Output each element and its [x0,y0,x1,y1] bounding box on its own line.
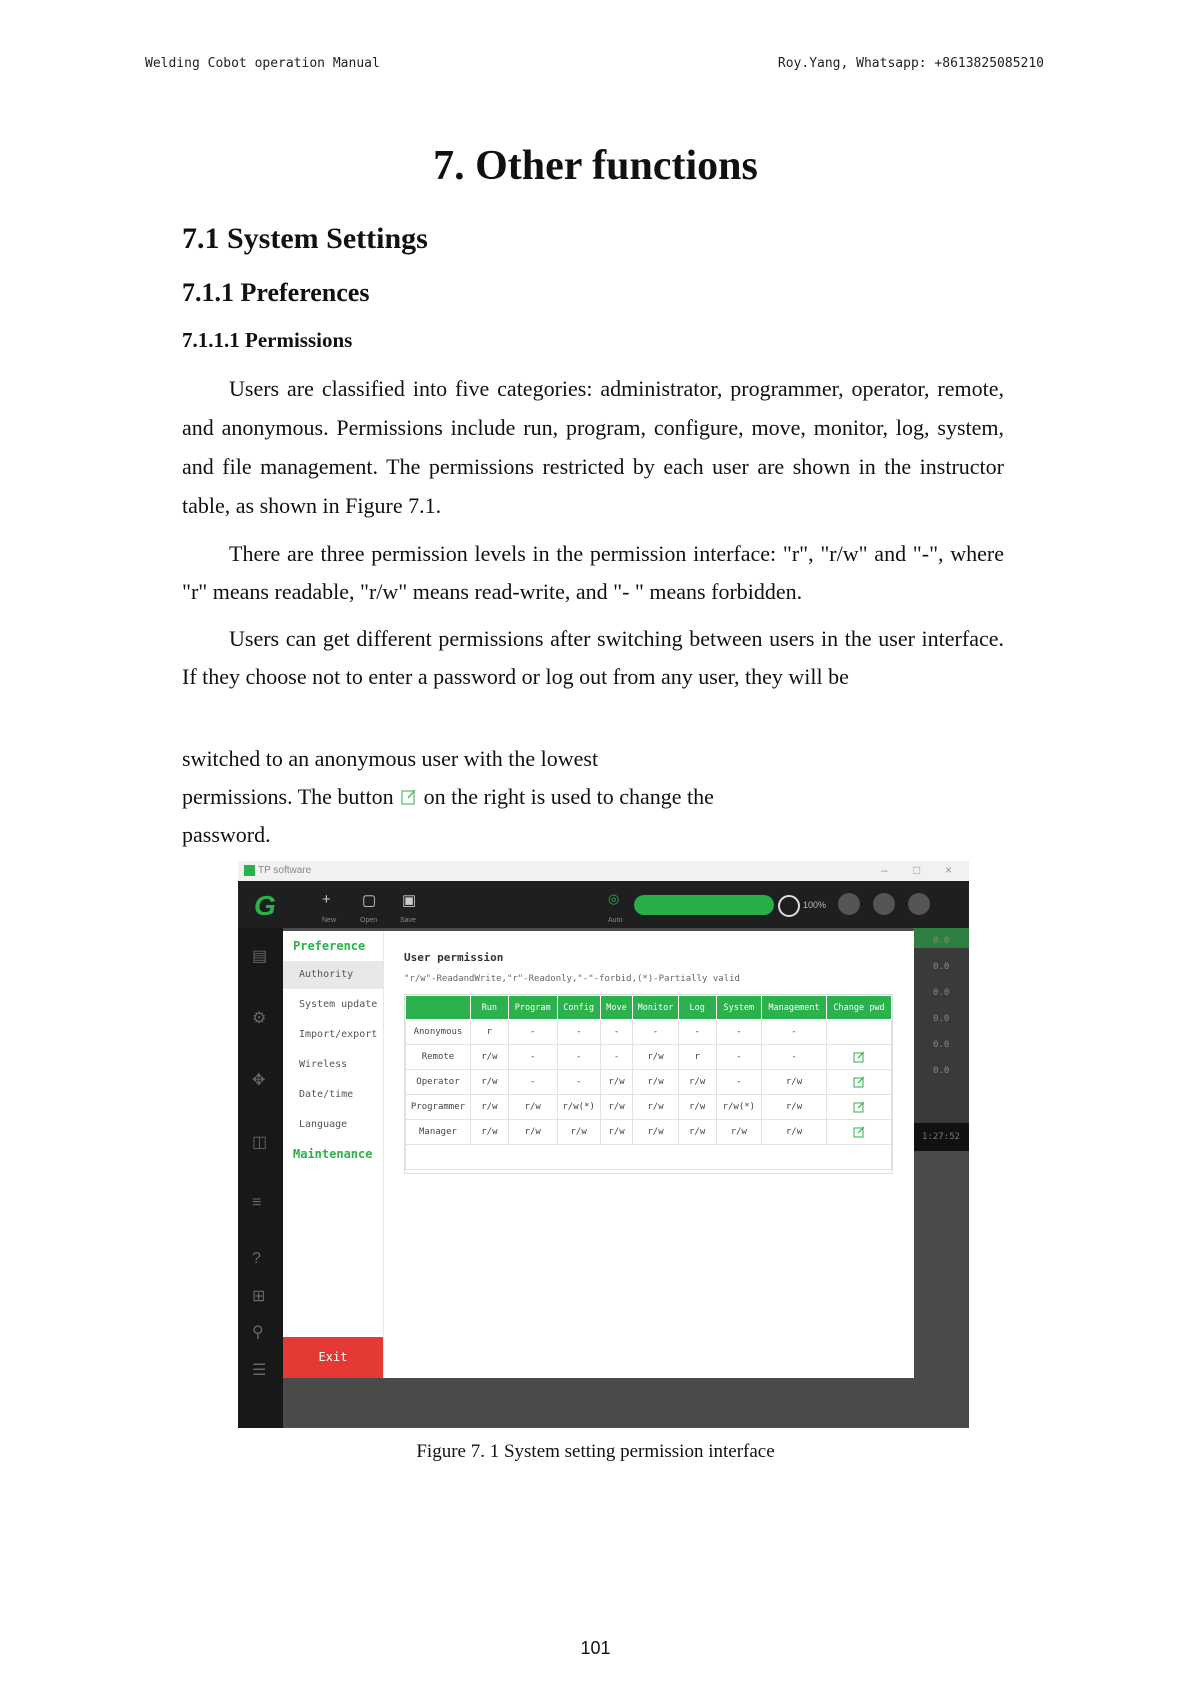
app-logo-icon [244,865,255,876]
table-row [406,1045,892,1070]
permission-cell: r/w [600,1095,632,1120]
speed-slider-knob[interactable] [778,895,800,917]
user-name-cell: Anonymous [406,1020,471,1045]
grid-icon[interactable]: ⊞ [252,1288,266,1305]
paragraph-line: password. [182,822,271,847]
permission-cell: r/w [470,1120,508,1145]
table-row [406,1120,892,1145]
user-name-cell: Manager [406,1120,471,1145]
permission-cell: - [508,1045,557,1070]
permission-cell: - [762,1045,827,1070]
table-empty-row [406,1145,892,1170]
user-name-cell: Programmer [406,1095,471,1120]
paragraph-line [182,778,802,816]
table-header-cell: Program [508,996,557,1020]
table-row [406,1095,892,1120]
user-icon[interactable]: ⚲ [252,1324,264,1341]
new-button-label: New [322,917,337,924]
table-header-cell [406,996,471,1020]
section-heading: 7.1 System Settings [182,222,428,255]
nav-heading-preference[interactable]: Preference [293,939,366,953]
permission-cell: - [557,1020,600,1045]
table-row [406,1070,892,1095]
table-header-cell: Config [557,996,600,1020]
permission-cell: r/w [470,1095,508,1120]
paragraph-text: on the right is used to change the [423,784,714,809]
close-icon[interactable]: × [945,863,953,877]
permission-table [405,995,892,1170]
new-icon[interactable]: + [322,891,331,908]
figure-screenshot [238,861,969,1428]
nav-item-import-export[interactable]: Import/export [299,1029,378,1040]
monitor-icon[interactable]: ◫ [252,1134,268,1151]
table-header-cell: Management [762,996,827,1020]
joint-value: 0.0 [933,936,950,946]
permission-cell: r/w [557,1120,600,1145]
permission-cell: r/w [716,1120,761,1145]
permission-cell: - [716,1045,761,1070]
permission-cell: - [678,1020,716,1045]
table-header-cell: Move [600,996,632,1020]
permission-cell: r/w [633,1070,678,1095]
joint-value: 0.0 [933,1014,950,1024]
permission-cell: r/w [762,1120,827,1145]
auto-mode-icon[interactable]: ◎ [608,891,620,906]
window-title: TP software [258,865,312,876]
permission-cell: r/w [600,1120,632,1145]
permission-legend: "r/w"-ReadandWrite,"r"-Readonly,"-"-forbid,(*)-Partially valid [404,974,740,984]
permission-cell: - [508,1020,557,1045]
mode-label: Auto [608,917,623,924]
table-header-cell: Log [678,996,716,1020]
table-header-cell: Run [470,996,508,1020]
permission-cell: - [762,1020,827,1045]
log-icon[interactable]: ≡ [252,1194,262,1211]
program-icon[interactable]: ▤ [252,948,268,965]
save-button-label: Save [400,917,416,924]
paragraph-change-password [182,740,802,854]
clock-readout: 1:27:52 [913,1123,969,1151]
permission-cell: - [557,1070,600,1095]
permission-cell: r/w(*) [716,1095,761,1120]
subsection-heading: 7.1.1 Preferences [182,278,370,307]
user-name-cell: Remote [406,1045,471,1070]
settings-dialog [283,931,914,1378]
joint-value: 0.0 [933,1040,950,1050]
change-password-cell [826,1020,891,1045]
pause-button[interactable] [873,893,895,915]
permission-cell: r [678,1045,716,1070]
permission-cell: r/w [470,1045,508,1070]
help-icon[interactable]: ? [252,1250,261,1267]
permission-cell: r/w [470,1070,508,1095]
exit-button[interactable]: Exit [283,1337,383,1378]
change-password-cell[interactable] [826,1120,891,1145]
edit-icon[interactable] [853,1076,865,1088]
nav-item-system-update[interactable]: System update [299,999,378,1010]
minimize-icon[interactable]: – [881,863,888,877]
main-sidebar [238,928,283,1428]
edit-icon [401,788,416,805]
permission-cell: r [470,1020,508,1045]
window-titlebar [238,861,969,881]
user-name-cell: Operator [406,1070,471,1095]
speed-percent: 100% [803,900,827,910]
joint-value: 0.0 [933,988,950,998]
speed-progress-bar[interactable] [634,895,774,915]
nav-heading-maintenance[interactable]: Maintenance [293,1147,373,1161]
permission-cell: r/w [678,1070,716,1095]
joint-values-panel [913,928,969,1142]
permission-cell: r/w [762,1070,827,1095]
permission-cell: r/w [508,1095,557,1120]
menu-icon[interactable]: ☰ [252,1362,267,1379]
edit-icon[interactable] [853,1101,865,1113]
permission-cell: - [716,1020,761,1045]
page-number: 101 [580,1638,611,1658]
permission-cell: - [600,1045,632,1070]
paragraph-user-categories: Users are classified into five categories: administrator, programmer, operator, remote, and anonymous. Permissions include run, program, configure, move, monitor, log, system, and file management. The permissions restricted by each user are shown in the instructor table, as shown in Figure 7.1. [182,376,1004,518]
permission-cell: - [557,1045,600,1070]
paragraph-switch-users: Users can get different permissions after switching between users in the user interface. If they choose not to enter a password or log out from any user, they will be [182,626,1004,689]
nav-item-language[interactable]: Language [299,1119,348,1130]
permission-cell: r/w [633,1120,678,1145]
permission-cell: r/w [633,1095,678,1120]
move-icon[interactable]: ✥ [252,1072,266,1089]
permission-table-container [404,994,893,1174]
paragraph-text: permissions. The button [182,784,394,809]
nav-item-authority[interactable]: Authority [283,961,383,989]
permission-cell: r/w [508,1120,557,1145]
joint-value: 0.0 [933,1066,950,1076]
permission-cell: - [716,1070,761,1095]
permission-cell: r/w(*) [557,1095,600,1120]
change-password-cell[interactable] [826,1070,891,1095]
save-icon[interactable]: ▣ [402,892,417,909]
maximize-icon[interactable]: □ [913,863,921,877]
app-logo: G [254,890,276,921]
running-header-right: Roy.Yang, Whatsapp: +8613825085210 [777,56,1044,71]
joint-value: 0.0 [933,962,950,972]
paragraph-permission-levels: There are three permission levels in the permission interface: "r", "r/w" and "-", where "r" means readable, "r/w" means read-write, and "- " means forbidden. [182,541,1004,604]
permission-cell: r/w [600,1070,632,1095]
permission-cell: - [633,1020,678,1045]
open-button-label: Open [360,917,378,924]
table-row [406,1020,892,1045]
table-header-cell: Monitor [633,996,678,1020]
nav-item-wireless[interactable]: Wireless [299,1059,348,1070]
nav-item-date-time[interactable]: Date/time [299,1089,354,1100]
empty-cell [406,1145,892,1170]
change-password-cell[interactable] [826,1045,891,1070]
figure-caption: Figure 7. 1 System setting permission interface [416,1441,775,1462]
permission-cell: r/w [678,1120,716,1145]
subsubsection-heading: 7.1.1.1 Permissions [182,328,353,352]
table-header-cell: System [716,996,761,1020]
play-button[interactable] [838,893,860,915]
permission-cell: - [508,1070,557,1095]
table-header-row [406,996,892,1020]
edit-icon[interactable] [853,1126,865,1138]
permission-cell: r/w [633,1045,678,1070]
toolbar [238,881,969,928]
paragraph-line: switched to an anonymous user with the lowest [182,746,599,771]
dialog-title: User permission [404,951,504,964]
permission-cell: r/w [678,1095,716,1120]
change-password-cell[interactable] [826,1095,891,1120]
edit-icon[interactable] [853,1051,865,1063]
running-header-left: Welding Cobot operation Manual [145,56,380,71]
settings-nav [283,931,384,1378]
table-header-cell: Change pwd [826,996,891,1020]
stop-button[interactable] [908,893,930,915]
open-icon[interactable]: ▢ [362,892,377,909]
permission-cell: r/w [762,1095,827,1120]
config-icon[interactable]: ⚙ [252,1010,267,1027]
permission-cell: - [600,1020,632,1045]
chapter-title: 7. Other functions [433,143,758,189]
